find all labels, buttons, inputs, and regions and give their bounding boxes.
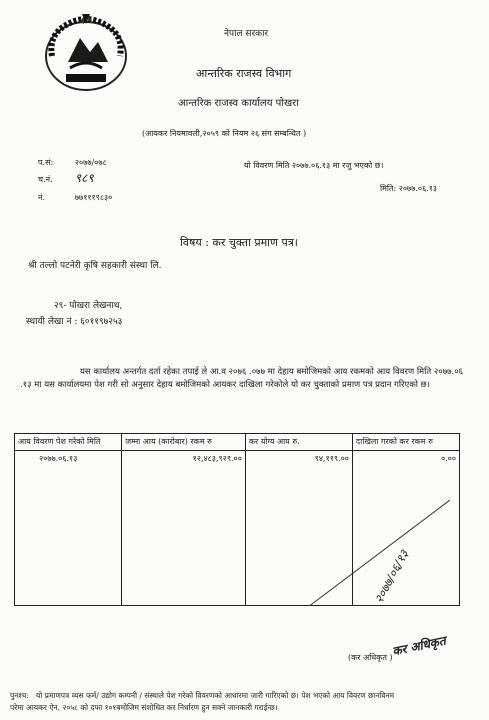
column-header: कर योग्य आय रु. xyxy=(245,434,352,451)
dispatch-label: च.नं. xyxy=(38,175,53,184)
footnote-line: यो प्रमाणपत्र व्यस फर्म/ उद्योग कम्पनी / संस्थाले पेश गरेको विवरणको आधारमा जारी गारिएको छ। पेश भएको आय विवरण छानविनम xyxy=(36,691,395,700)
table-cell: २०७७.०६.१३ xyxy=(15,451,122,606)
footnote-line: परेमा आयकर ऐन, २०५८ को दफा १०१बमोजिम संशोधित कर निर्धारण हुन सक्ने जानकारी गराईन्छ। xyxy=(10,703,278,712)
signatory-role: (कर अधिकृत ) xyxy=(348,653,393,662)
recipient-name: श्री तल्लो पटनेरी कृषि सहकारी संस्था लि. xyxy=(28,261,162,271)
table-cell: ०.०० xyxy=(352,451,459,606)
certificate-number-row xyxy=(38,192,112,204)
number-label: नं. xyxy=(38,193,45,202)
recipient-address: २९- पोखरा लेखनाथ, xyxy=(54,301,123,311)
table-cell: ९४,११९.०० xyxy=(245,451,352,606)
dispatch-value: ९८९ xyxy=(74,171,94,185)
office-subtitle: आन्तरिक राजस्व कार्यालय पोखरा xyxy=(178,98,299,109)
ref-value: २०७७/०७८ xyxy=(74,158,107,167)
table-header-row xyxy=(15,434,460,451)
rule-reference: (आयकर नियमावली,२०५९ को नियम २६ संग सम्बन्धित ) xyxy=(142,129,307,138)
subject-line: विषय : कर चुक्ता प्रमाण पत्र। xyxy=(180,236,298,249)
issue-date: मिति: २०७७.०६.१३ xyxy=(380,184,438,193)
seal-text: नेपाल सरकार xyxy=(224,29,269,39)
footnote-label: पुनश्च: xyxy=(10,691,29,700)
dispatch-number-row xyxy=(38,172,94,186)
nepal-emblem-icon xyxy=(40,12,132,94)
reference-number-row xyxy=(38,157,107,169)
number-value: ७७१११९८३० xyxy=(74,193,113,202)
handwritten-signature-date: २०७७/०६/१३ xyxy=(371,547,412,606)
column-header: जम्मा आय (कारोबार) रकम रु xyxy=(122,434,246,451)
body-paragraph: यस कार्यालय अन्तर्गत दर्ता रहेका तपाई ले आ.व २०७६ .०७७ मा देहाय बमोजिमको आय रकमको आय विवरण मिति २०७७.०६ .१३ मा यस कार्यालयमा पेश गरी सो अनुसार देहाय बमोजिमको आयकर दाखिला गरेकोले यो कर चुक्ताको प्रमाण पत्र प्रदान गरिएको छ। xyxy=(20,367,464,390)
column-header: दाखिला गरको कर रकम रु xyxy=(352,434,459,451)
column-header: आय विवरण पेश गरेको मिति xyxy=(15,434,122,451)
pan-number: स्थायी लेखा नं : ६०११९७२५३ xyxy=(26,317,123,327)
received-note: यो विवरण मिति २०७७.०६.१३ मा रजु भएको छ। xyxy=(244,161,384,170)
officer-stamp: कर अधिकृत xyxy=(391,633,447,659)
office-title: आन्तरिक राजस्व विभाग xyxy=(196,67,292,80)
table-cell: १२,४८३,९२९.०० xyxy=(122,451,246,606)
ref-label: प.सं: xyxy=(38,158,54,167)
